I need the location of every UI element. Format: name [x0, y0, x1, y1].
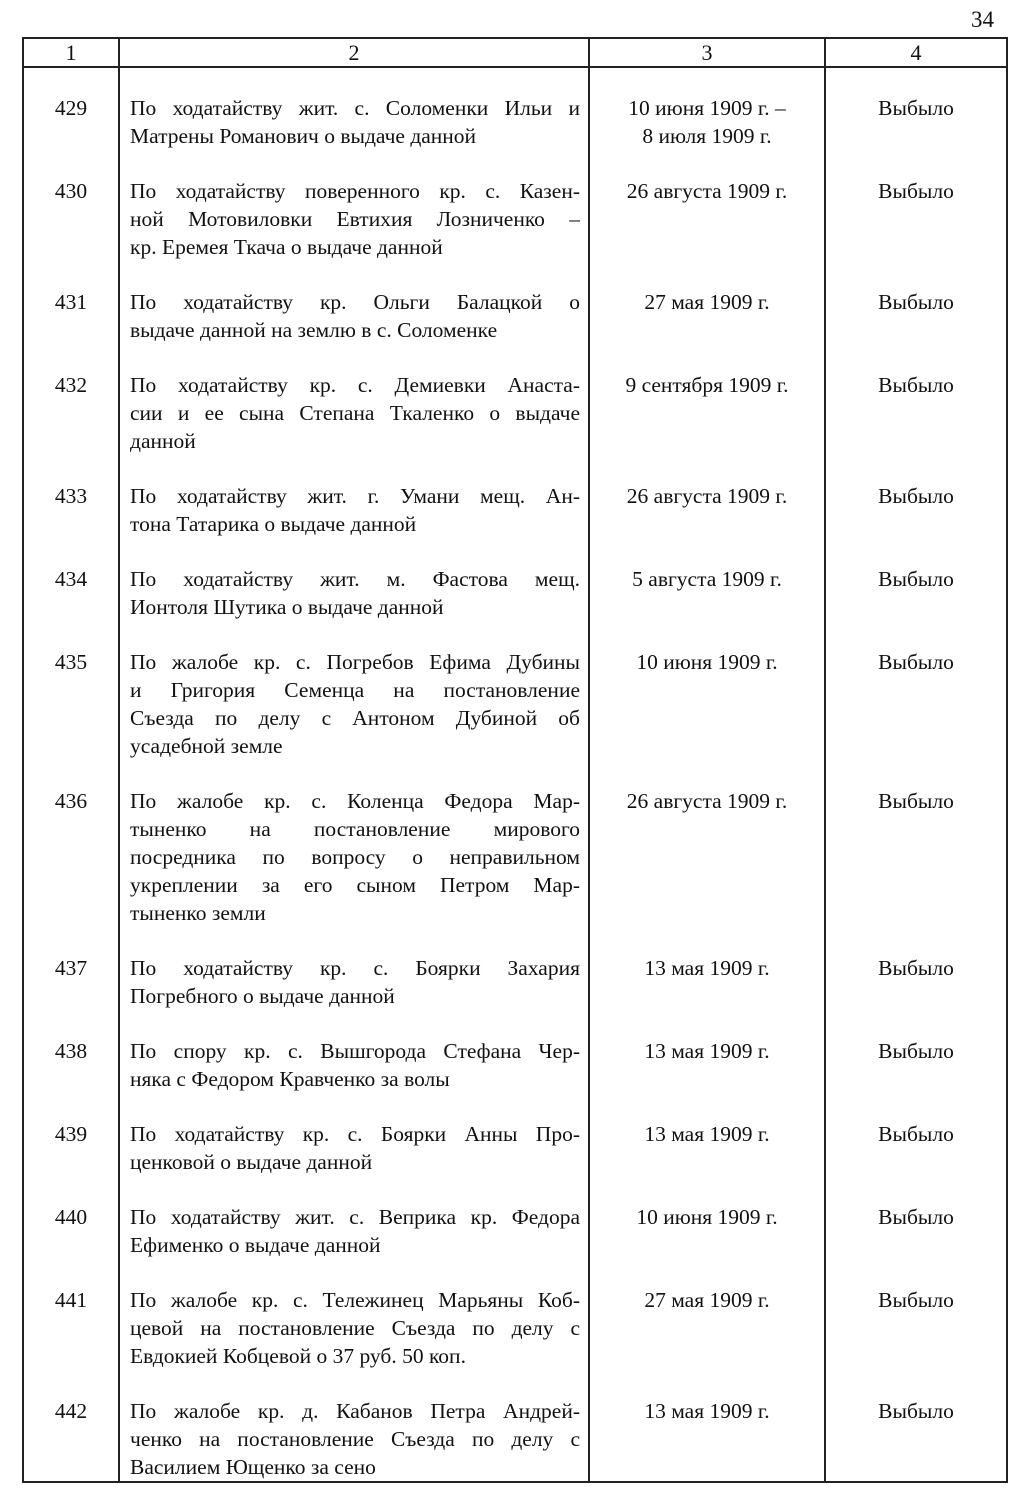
table-row	[23, 954, 1007, 1037]
date-line: 27 мая 1909 г.	[644, 290, 770, 314]
date-line: 10 июня 1909 г. –	[628, 96, 786, 120]
table-row	[23, 1286, 1007, 1397]
header-col-3: 3	[589, 38, 825, 67]
description-line: По ходатайству кр. с. Боярки Анны Про-	[130, 1122, 580, 1146]
date-line: 13 мая 1909 г.	[644, 1399, 770, 1423]
record-description	[119, 565, 589, 648]
date-line: 8 июля 1909 г.	[642, 124, 772, 148]
record-description	[119, 177, 589, 288]
description-line: Ионтоля Шутика о выдаче данной	[130, 595, 444, 619]
description-line: тыненко земли	[130, 901, 266, 925]
record-status: Выбыло	[825, 1037, 1007, 1120]
record-date	[589, 482, 825, 565]
date-line: 27 мая 1909 г.	[644, 1288, 770, 1312]
record-date	[589, 177, 825, 288]
record-description	[119, 371, 589, 482]
record-number: 440	[23, 1203, 119, 1286]
table-row	[23, 565, 1007, 648]
record-status: Выбыло	[825, 371, 1007, 482]
record-status: Выбыло	[825, 565, 1007, 648]
record-number: 430	[23, 177, 119, 288]
table-row	[23, 67, 1007, 177]
record-status: Выбыло	[825, 67, 1007, 177]
description-line: По ходатайству жит. с. Веприка кр. Федора	[130, 1205, 580, 1229]
record-description	[119, 1120, 589, 1203]
description-line: посредника по вопросу о неправильном	[130, 845, 580, 869]
record-date	[589, 787, 825, 954]
date-line: 13 мая 1909 г.	[644, 956, 770, 980]
description-line: ной Мотовиловки Евтихия Лозниченко –	[130, 207, 580, 231]
record-date	[589, 648, 825, 787]
record-date	[589, 288, 825, 371]
record-status: Выбыло	[825, 954, 1007, 1037]
description-line: По ходатайству кр. с. Боярки Захария	[130, 956, 580, 980]
record-date	[589, 1037, 825, 1120]
description-line: По ходатайству жит. г. Умани мещ. Ан-	[130, 484, 580, 508]
description-line: укреплении за его сыном Петром Мар-	[130, 873, 580, 897]
record-description	[119, 1037, 589, 1120]
records-table	[22, 37, 1008, 1483]
table-row	[23, 1397, 1007, 1482]
header-col-4: 4	[825, 38, 1007, 67]
description-line: ценковой о выдаче данной	[130, 1150, 373, 1174]
description-line: данной	[130, 429, 196, 453]
record-date	[589, 565, 825, 648]
record-status: Выбыло	[825, 1286, 1007, 1397]
record-status: Выбыло	[825, 482, 1007, 565]
table-row	[23, 371, 1007, 482]
description-line: По ходатайству жит. с. Соломенки Ильи и	[130, 96, 580, 120]
record-number: 437	[23, 954, 119, 1037]
table-body	[23, 67, 1007, 1482]
date-line: 26 августа 1909 г.	[626, 789, 788, 813]
description-line: По ходатайству поверенного кр. с. Казен-	[130, 179, 580, 203]
description-line: Погребного о выдаче данной	[130, 984, 395, 1008]
record-number: 429	[23, 67, 119, 177]
table-row	[23, 787, 1007, 954]
table-row	[23, 1037, 1007, 1120]
record-description	[119, 1203, 589, 1286]
description-line: выдаче данной на землю в с. Соломенке	[130, 318, 498, 342]
date-line: 9 сентября 1909 г.	[625, 373, 789, 397]
record-status: Выбыло	[825, 177, 1007, 288]
record-date	[589, 371, 825, 482]
description-line: тона Татарика о выдаче данной	[130, 512, 417, 536]
record-description	[119, 288, 589, 371]
description-line: Ефименко о выдаче данной	[130, 1233, 381, 1257]
description-line: усадебной земле	[130, 734, 283, 758]
date-line: 13 мая 1909 г.	[644, 1039, 770, 1063]
description-line: По жалобе кр. с. Погребов Ефима Дубины	[130, 650, 580, 674]
record-description	[119, 67, 589, 177]
record-number: 441	[23, 1286, 119, 1397]
record-description	[119, 648, 589, 787]
record-description	[119, 954, 589, 1037]
description-line: кр. Еремея Ткача о выдаче данной	[130, 235, 443, 259]
description-line: Матрены Романович о выдаче данной	[130, 124, 477, 148]
record-date	[589, 1203, 825, 1286]
description-line: По жалобе кр. с. Тележинец Марьяны Коб-	[130, 1288, 580, 1312]
record-description	[119, 787, 589, 954]
record-number: 442	[23, 1397, 119, 1482]
table-row	[23, 1203, 1007, 1286]
record-number: 432	[23, 371, 119, 482]
header-col-2: 2	[119, 38, 589, 67]
date-line: 26 августа 1909 г.	[626, 179, 788, 203]
record-number: 434	[23, 565, 119, 648]
record-status: Выбыло	[825, 648, 1007, 787]
record-date	[589, 954, 825, 1037]
description-line: и Григория Семенца на постановление	[130, 678, 580, 702]
description-line: Василием Ющенко за сено	[130, 1455, 376, 1479]
record-number: 439	[23, 1120, 119, 1203]
table-row	[23, 288, 1007, 371]
record-number: 431	[23, 288, 119, 371]
description-line: По жалобе кр. с. Коленца Федора Мар-	[130, 789, 580, 813]
record-description	[119, 482, 589, 565]
table-row	[23, 482, 1007, 565]
description-line: По ходатайству жит. м. Фастова мещ.	[130, 567, 580, 591]
description-line: тыненко на постановление мирового	[130, 817, 580, 841]
record-number: 436	[23, 787, 119, 954]
header-row	[23, 38, 1007, 67]
description-line: цевой на постановление Съезда по делу с	[130, 1316, 580, 1340]
date-line: 13 мая 1909 г.	[644, 1122, 770, 1146]
description-line: По спору кр. с. Вышгорода Стефана Чер-	[130, 1039, 580, 1063]
record-number: 438	[23, 1037, 119, 1120]
record-date	[589, 1120, 825, 1203]
record-status: Выбыло	[825, 787, 1007, 954]
table-row	[23, 177, 1007, 288]
date-line: 10 июня 1909 г.	[636, 1205, 778, 1229]
record-date	[589, 1286, 825, 1397]
description-line: няка с Федором Кравченко за волы	[130, 1067, 450, 1091]
record-description	[119, 1286, 589, 1397]
description-line: По ходатайству кр. Ольги Балацкой о	[130, 290, 580, 314]
description-line: По жалобе кр. д. Кабанов Петра Андрей-	[130, 1399, 580, 1423]
date-line: 5 августа 1909 г.	[632, 567, 782, 591]
header-col-1: 1	[23, 38, 119, 67]
date-line: 10 июня 1909 г.	[636, 650, 778, 674]
page-number: 34	[971, 7, 994, 32]
record-date	[589, 67, 825, 177]
record-status: Выбыло	[825, 288, 1007, 371]
record-status: Выбыло	[825, 1120, 1007, 1203]
record-status: Выбыло	[825, 1203, 1007, 1286]
description-line: ченко на постановление Съезда по делу с	[130, 1427, 580, 1451]
record-status: Выбыло	[825, 1397, 1007, 1482]
record-number: 435	[23, 648, 119, 787]
record-date	[589, 1397, 825, 1482]
date-line: 26 августа 1909 г.	[626, 484, 788, 508]
description-line: Евдокией Кобцевой о 37 руб. 50 коп.	[130, 1344, 466, 1368]
description-line: сии и ее сына Степана Ткаленко о выдаче	[130, 401, 580, 425]
table-row	[23, 648, 1007, 787]
description-line: Съезда по делу с Антоном Дубиной об	[130, 706, 580, 730]
record-number: 433	[23, 482, 119, 565]
table-row	[23, 1120, 1007, 1203]
description-line: По ходатайству кр. с. Демиевки Анаста-	[130, 373, 580, 397]
record-description	[119, 1397, 589, 1482]
